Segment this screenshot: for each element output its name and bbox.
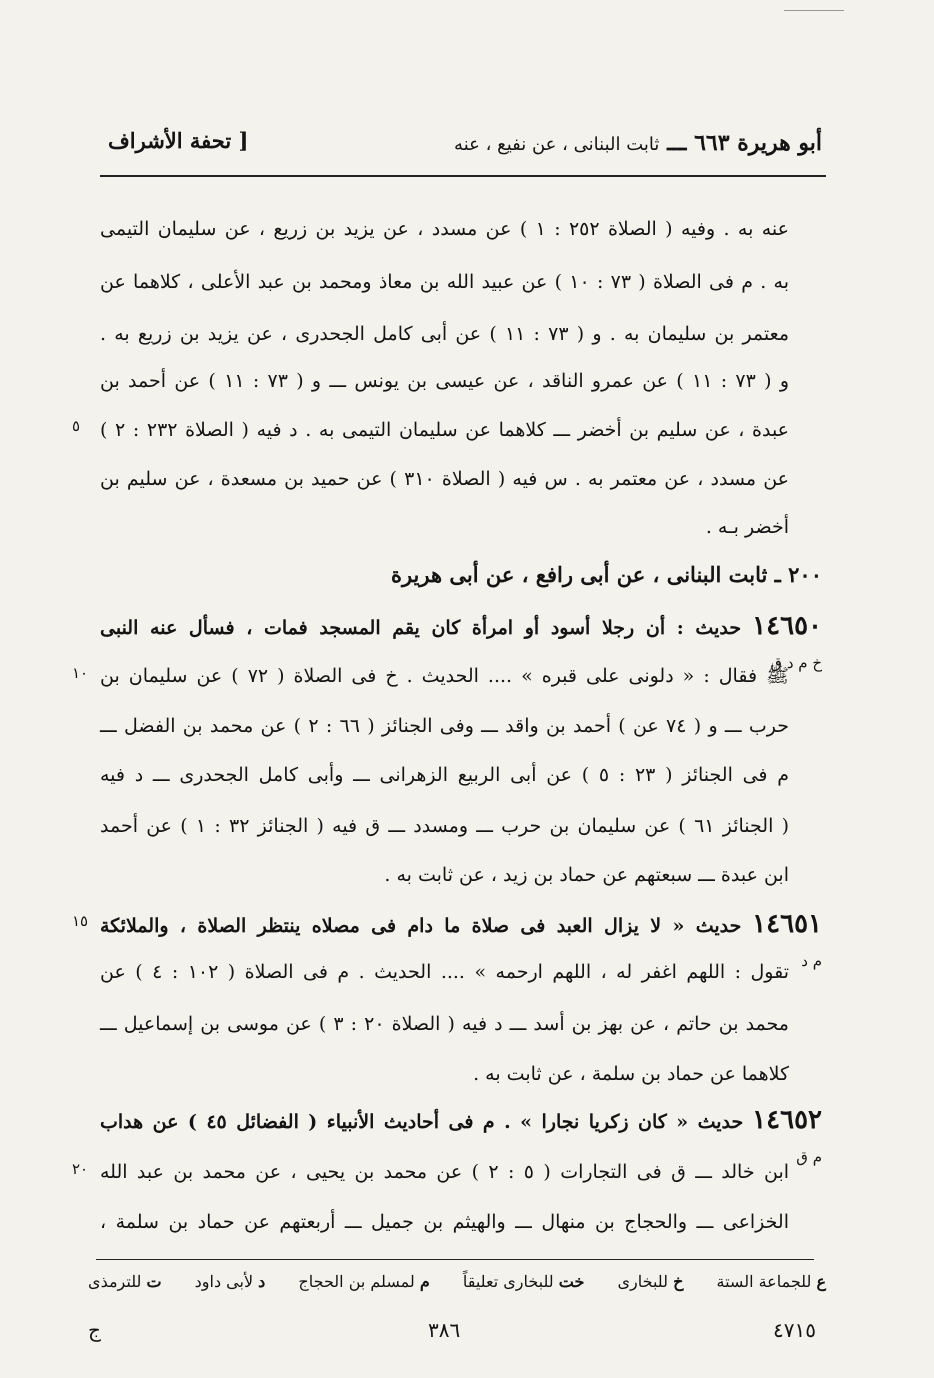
hadith-number: ١٤٦٥٢: [752, 1105, 822, 1135]
hadith-lead-text: حديث « لا يزال العبد فى صلاة ما دام فى مصلاه ينتظر الصلاة ، والملائكة: [100, 915, 742, 937]
text-line: معتمر بن سليمان به . و ( ٧٣ : ١١ ) عن أبى كامل الجحدرى ، عن يزيد بن زريع به .: [100, 323, 789, 345]
text-line: تقول : اللهم اغفر له ، اللهم ارحمه » .... الحديث . م فى الصلاة ( ١٠٢ : ٤ ) عن: [100, 961, 790, 983]
text-line: به . م فى الصلاة ( ٧٣ : ١٠ ) عن عبيد الله بن معاذ ومحمد بن عبد الأعلى ، كلاهما عن: [100, 271, 790, 293]
text-line: عبدة ، عن سليم بن أخضر ـــ كلاهما عن سليمان التيمى به . د فيه ( الصلاة ٢٣٢ : ٢ ): [100, 419, 790, 441]
line-number: ٥: [72, 417, 81, 435]
siglum-item: د لأبى داود: [194, 1272, 266, 1291]
running-header-subtitle: ثابت البنانى ، عن نفيع ، عنه: [454, 134, 660, 155]
volume-code: ٤٧١٥: [773, 1318, 816, 1342]
hadith-lead-text: حديث : أن رجلا أسود أو امرأة كان يقم المسجد فمات ، فسأل عنه النبى: [100, 617, 742, 639]
siglum-item: ت للترمذى: [88, 1272, 162, 1291]
hadith-entry-lead: [100, 909, 822, 939]
text-line: و ( ٧٣ : ١١ ) عن عمرو الناقد ، عن عيسى بن يونس ـــ و ( ٧٣ : ١١ ) عن أحمد بن: [100, 370, 789, 392]
footer-rule: [96, 1259, 814, 1260]
hadith-entry-lead: [100, 611, 822, 641]
signature-mark: ج: [88, 1318, 101, 1342]
siglum-item: ع للجماعة الستة: [716, 1272, 826, 1291]
running-header-title: أبو هريرة ٦٦٣ ـــ ثابت البنانى ، عن نفيع ، عنه: [454, 130, 822, 156]
page-number: ٣٨٦: [428, 1318, 461, 1342]
text-line: أخضر بـه .: [705, 516, 789, 538]
text-line: عن مسدد ، عن معتمر به . س فيه ( الصلاة ٣١٠ ) عن حميد بن مسعدة ، عن سليم بن: [100, 468, 790, 490]
hadith-number: ١٤٦٥١: [752, 909, 822, 939]
hadith-lead-text: حديث « كان زكريا نجارا » . م فى أحاديث الأنبياء ( الفضائل ٤٥ ) عن هداب: [100, 1111, 744, 1133]
text-line: ( الجنائز ٦١ ) عن سليمان بن حرب ـــ ومسدد ـــ ق فيه ( الجنائز ٣٢ : ١ ) عن أحمد: [100, 815, 789, 837]
text-line: م فى الجنائز ( ٢٣ : ٥ ) عن أبى الربيع الزهرانى ـــ وأبى كامل الجحدرى ـــ د فيه: [100, 764, 789, 786]
text-line: ابن خالد ـــ ق فى التجارات ( ٥ : ٢ ) عن محمد بن يحيى ، عن محمد بن عبد الله: [100, 1161, 790, 1183]
hadith-sigla: م ق: [796, 1148, 822, 1166]
text-line: ﷺ فقال : « دلونى على قبره » .... الحديث . خ فى الصلاة ( ٧٢ ) عن سليمان بن: [100, 665, 789, 687]
siglum-item: خ للبخارى: [617, 1272, 684, 1291]
header-rule: [100, 175, 826, 177]
siglum-item: م لمسلم بن الحجاج: [298, 1272, 430, 1291]
hadith-sigla: خ م د ق: [770, 654, 822, 672]
text-line: الخزاعى ـــ والحجاج بن منهال ـــ والهيثم بن جميل ـــ أربعتهم عن حماد بن سلمة ،: [100, 1211, 789, 1233]
siglum-item: خت للبخارى تعليقاً: [462, 1272, 585, 1291]
corner-mark: [784, 10, 844, 11]
line-number: ١٠: [72, 664, 89, 682]
hadith-sigla: م د: [801, 952, 822, 970]
text-line: حرب ـــ و ( ٧٤ عن ) أحمد بن واقد ـــ وفى الجنائز ( ٦٦ : ٢ ) عن محمد بن الفضل ـــ: [100, 715, 790, 737]
text-line: ابن عبدة ـــ سبعتهم عن حماد بن زيد ، عن ثابت به .: [384, 864, 789, 886]
text-line: عنه به . وفيه ( الصلاة ٢٥٢ : ١ ) عن مسدد ، عن يزيد بن زريع ، عن سليمان التيمى: [100, 218, 789, 240]
line-number: ٢٠: [72, 1160, 89, 1178]
text-line: كلاهما عن حماد بن سلمة ، عن ثابت به .: [473, 1063, 789, 1085]
hadith-number: ١٤٦٥٠: [752, 611, 822, 641]
running-header-book: [ تحفة الأشراف: [108, 128, 249, 153]
line-number: ١٥: [72, 912, 89, 930]
hadith-entry-lead: [100, 1105, 822, 1135]
text-line: محمد بن حاتم ، عن بهز بن أسد ـــ د فيه ( الصلاة ٢٠ : ٣ ) عن موسى بن إسماعيل ـــ: [100, 1013, 789, 1035]
section-heading: ٢٠٠ ـ ثابت البنانى ، عن أبى رافع ، عن أبى هريرة: [390, 562, 822, 587]
siglum-key: [88, 1272, 826, 1291]
